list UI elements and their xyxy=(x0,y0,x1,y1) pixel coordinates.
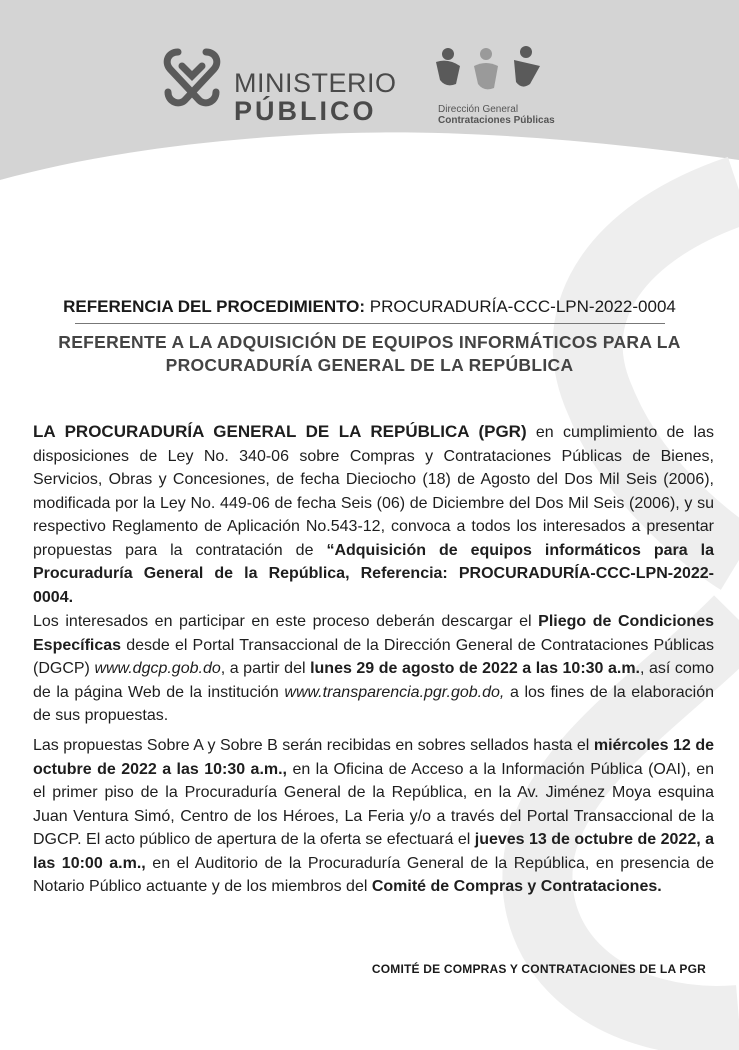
ministerio-logo-text-line1: MINISTERIO xyxy=(234,68,397,98)
transparencia-url: www.transparencia.pgr.gob.do, xyxy=(284,683,505,701)
ministerio-publico-emblem-icon xyxy=(160,44,224,108)
download-date: lunes 29 de agosto de 2022 a las 10:30 a.m. xyxy=(310,660,641,677)
dgcp-url: www.dgcp.gob.do xyxy=(94,660,221,677)
ministerio-publico-logo xyxy=(160,44,397,126)
dgcp-logo-text-line2: Contrataciones Públicas xyxy=(438,115,555,126)
signature-line: COMITÉ DE COMPRAS Y CONTRATACIONES DE LA PGR xyxy=(371,962,706,976)
deadline-date: miércoles 12 de octubre de 2022 a las 10:30 a.m., xyxy=(33,737,714,778)
reference-label: REFERENCIA DEL PROCEDIMIENTO: xyxy=(63,297,366,316)
pgr-name: LA PROCURADURÍA GENERAL DE LA REPÚBLICA (PGR) xyxy=(33,422,527,441)
dgcp-logo-text-line1: Dirección General xyxy=(438,104,519,115)
paragraph3-text-1: Las propuestas Sobre A y Sobre B serán recibidas en sobres sellados hasta el xyxy=(33,737,594,754)
dgcp-people-icon xyxy=(434,44,544,100)
dgcp-logo xyxy=(434,44,574,134)
paragraph-convocatoria xyxy=(33,420,714,609)
committee-name: Comité de Compras y Contrataciones. xyxy=(371,878,662,895)
paragraph2-text-5: a los fines de la elaboración de sus propuestas. xyxy=(33,683,715,724)
paragraph3-text-3: en el Auditorio de la Procuraduría General de la República, en presencia de Notario Público actuante y de los miembros del xyxy=(33,854,715,895)
subject-heading: REFERENTE A LA ADQUISICIÓN DE EQUIPOS INFORMÁTICOS PARA LA PROCURADURÍA GENERAL DE LA REPÚBLICA xyxy=(58,332,681,375)
reference-code: PROCURADURÍA-CCC-LPN-2022-0004 xyxy=(365,297,676,316)
paragraph1-text: en cumplimiento de las disposiciones de Ley No. 340-06 sobre Compras y Contrataciones Públicas de Bienes, Servicios, Obras y Concesiones, de fecha Dieciocho (18) de Agosto del Dos Mil Seis (2006), modificada por la Ley No. 449-06 de fecha Seis (06) de Diciembre del Dos Mil Seis (2006), y su respectivo Reglamento de Aplicación No.543-12, convoca a todos los interesados a presentar propuestas para la contratación de xyxy=(33,424,715,559)
paragraph-propuestas xyxy=(33,734,714,899)
paragraph3-text-2: en la Oficina de Acceso a la Información Pública (OAI), en el primer piso de la Procuraduría General de la República, en la Av. Jiménez Moya esquina Juan Ventura Simó, Centro de los Héroes, La Feria y/o a través del Portal Transaccional de la DGCP. El acto público de apertura de la oferta se efectuará el xyxy=(33,760,714,848)
paragraph2-text-2: desde el Portal Transaccional de la Dirección General de Contrataciones Públicas (DGCP) xyxy=(33,636,714,677)
paragraph-pliego xyxy=(33,610,714,728)
paragraph2-text-4: , así como de la página Web de la institución xyxy=(33,660,715,701)
ministerio-logo-text-line2: PÚBLICO xyxy=(234,96,377,126)
pliego-name: Pliego de Condiciones Específicas xyxy=(33,613,714,654)
paragraph2-text-3: , a partir del xyxy=(220,660,311,677)
opening-date: jueves 13 de octubre de 2022, a las 10:00 a.m., xyxy=(33,831,715,872)
paragraph2-text-1: Los interesados en participar en este proceso deberán descargar el xyxy=(33,613,539,630)
procurement-title: “Adquisición de equipos informáticos para la Procuraduría General de la República, Referencia: PROCURADURÍA-CCC-LPN-2022-0004. xyxy=(33,541,714,606)
procedure-reference xyxy=(0,297,739,317)
reference-divider xyxy=(75,323,665,324)
